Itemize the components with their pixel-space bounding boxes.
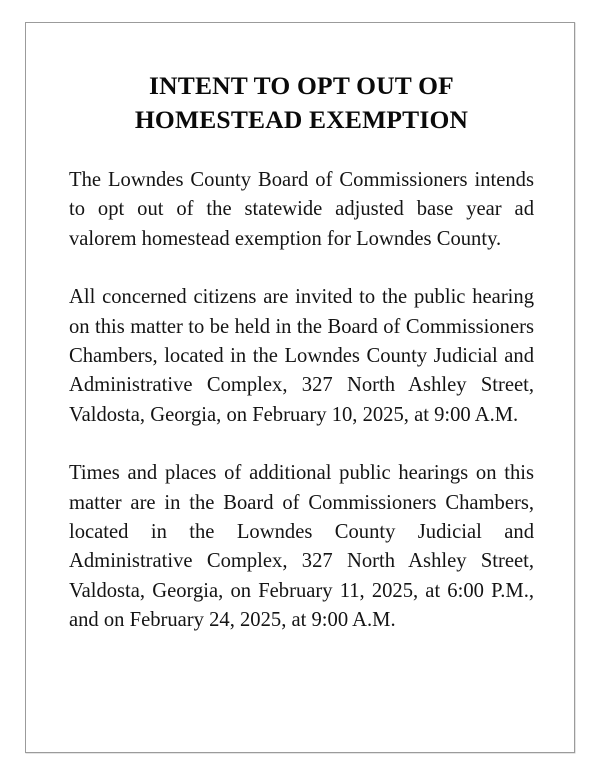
document-page: [25, 22, 575, 753]
paragraph-intent: The Lowndes County Board of Commissioners intends to opt out of the statewide adjusted base year ad valorem homestead exemption for Lowndes County.: [69, 169, 534, 250]
page-title: [69, 23, 534, 137]
paragraph-first-hearing: All concerned citizens are invited to the public hearing on this matter to be held in the Board of Commissioners Chambers, located in the Lowndes County Judicial and Administrative Complex, 327 North Ashley Street, Valdosta, Georgia, on February 10, 2025, at 9:00 A.M.: [69, 286, 534, 426]
paragraph-additional-hearings: Times and places of additional public hearings on this matter are in the Board of Commissioners Chambers, located in the Lowndes County Judicial and Administrative Complex, 327 North Ashley Street, Valdosta, Georgia, on February 11, 2025, at 6:00 P.M., and on February 24, 2025, at 9:00 A.M.: [69, 462, 534, 632]
document-body: [69, 166, 534, 636]
page-content-area: [69, 23, 534, 752]
page-title-line-1: INTENT TO OPT OUT OF: [149, 71, 454, 100]
page-title-line-2: HOMESTEAD EXEMPTION: [134, 105, 469, 134]
